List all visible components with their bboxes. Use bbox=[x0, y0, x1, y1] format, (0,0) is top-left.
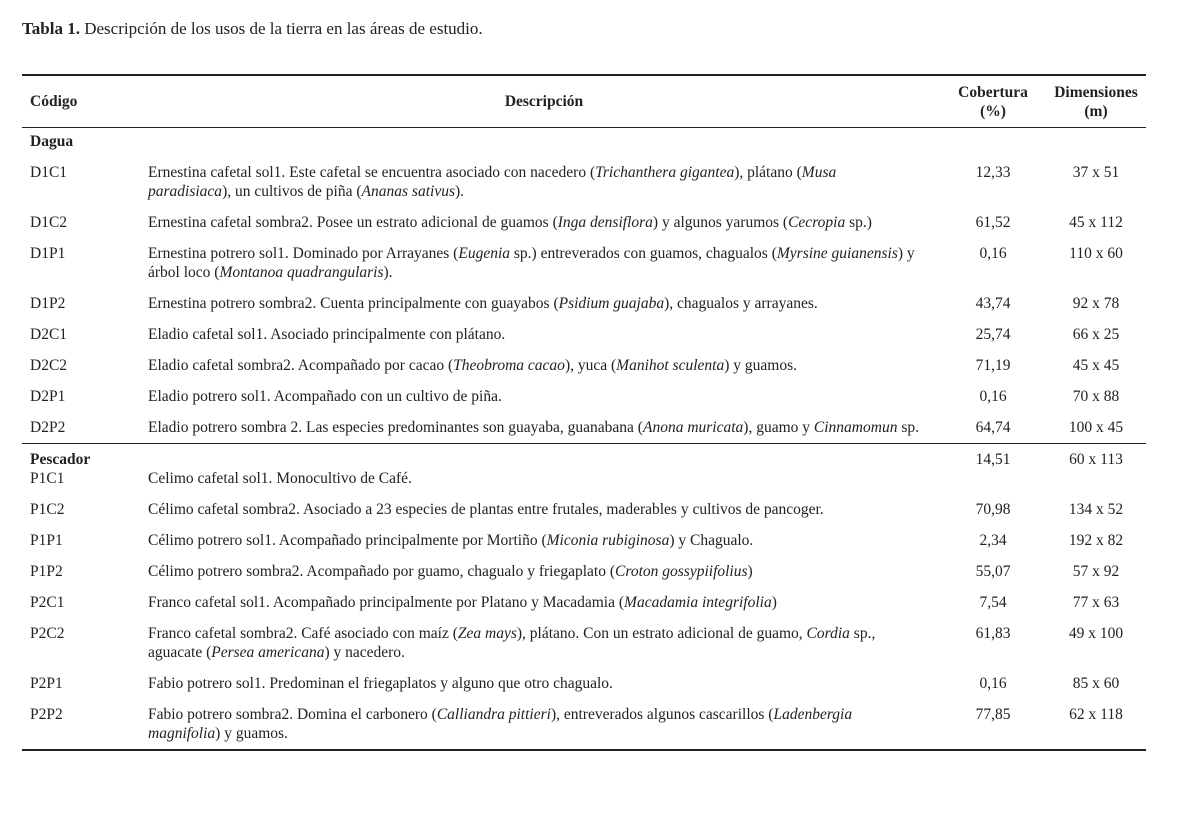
description-text: ) y árbol loco ( bbox=[148, 245, 915, 281]
description-text: Ernestina potrero sol1. Dominado por Arrayanes ( bbox=[148, 245, 459, 262]
code-text: P1C1 bbox=[30, 470, 65, 487]
cell-description bbox=[148, 494, 940, 525]
species-name: Manihot sculenta bbox=[616, 357, 725, 374]
cell-dimensions: 110 x 60 bbox=[1069, 245, 1123, 262]
cell-description bbox=[148, 381, 940, 412]
table-row bbox=[22, 412, 1146, 444]
cell-coverage: 25,74 bbox=[975, 326, 1011, 343]
table-row bbox=[22, 699, 1146, 750]
description-text: ), entreverados algunos cascarillos ( bbox=[550, 706, 774, 723]
code-text: P2C1 bbox=[30, 594, 65, 611]
description-text: Franco cafetal sol1. Acompañado principalmente por Platano y Macadamia ( bbox=[148, 594, 625, 611]
cell-dimensions: 134 x 52 bbox=[1068, 501, 1124, 518]
table-row bbox=[22, 525, 1146, 556]
cell-dimensions: 92 x 78 bbox=[1072, 295, 1120, 312]
cell-coverage: 55,07 bbox=[975, 563, 1011, 580]
header-dimensions-line2: (m) bbox=[1084, 102, 1108, 120]
species-name: Inga densiflora bbox=[557, 214, 653, 231]
cell-description bbox=[148, 350, 940, 381]
cell-dimensions: 60 x 113 bbox=[1046, 444, 1146, 495]
table-row bbox=[22, 157, 1146, 207]
header-dimensions bbox=[1046, 75, 1146, 128]
species-name: Persea americana bbox=[211, 644, 325, 661]
description-text: Ernestina potrero sombra2. Cuenta principalmente con guayabos ( bbox=[148, 295, 559, 312]
cell-coverage: 0,16 bbox=[979, 388, 1007, 405]
species-name: Eugenia bbox=[458, 245, 511, 262]
caption-text: Descripción de los usos de la tierra en las áreas de estudio. bbox=[79, 19, 483, 38]
description-text: ), un cultivos de piña ( bbox=[222, 183, 362, 200]
header-dimensions-line1: Dimensiones bbox=[1054, 83, 1138, 101]
description-text: Célimo cafetal sombra2. Asociado a 23 especies de plantas entre frutales, maderables y cultivos de pancoger. bbox=[148, 501, 824, 518]
cell-description bbox=[148, 668, 940, 699]
cell-code bbox=[22, 319, 148, 350]
table-row bbox=[22, 381, 1146, 412]
cell-coverage: 0,16 bbox=[979, 245, 1007, 262]
cell-description bbox=[148, 587, 940, 618]
description-text: Celimo cafetal sol1. Monocultivo de Café. bbox=[148, 470, 412, 487]
description-text: ) y algunos yarumos ( bbox=[652, 214, 789, 231]
cell-code bbox=[22, 494, 148, 525]
cell-code bbox=[22, 350, 148, 381]
cell-code bbox=[22, 525, 148, 556]
description-text: ), yuca ( bbox=[564, 357, 617, 374]
cell-code bbox=[22, 618, 148, 668]
cell-coverage: 0,16 bbox=[979, 675, 1007, 692]
description-text: Eladio potrero sombra 2. Las especies predominantes son guayaba, guanabana ( bbox=[148, 419, 643, 436]
code-text: D2P2 bbox=[30, 419, 66, 436]
code-text: D2C1 bbox=[30, 326, 68, 343]
species-name: Cordia bbox=[806, 625, 850, 642]
group-row bbox=[22, 128, 1146, 158]
header-row bbox=[22, 75, 1146, 128]
cell-code bbox=[22, 699, 148, 750]
cell-code bbox=[22, 288, 148, 319]
species-name: Ananas sativus bbox=[361, 183, 455, 200]
cell-dimensions: 45 x 45 bbox=[1072, 357, 1120, 374]
species-name: Anona muricata bbox=[642, 419, 744, 436]
cell-code bbox=[22, 207, 148, 238]
cell-description bbox=[148, 618, 940, 668]
code-text: P2C2 bbox=[30, 625, 65, 642]
code-text: D1C2 bbox=[30, 214, 68, 231]
cell-dimensions: 66 x 25 bbox=[1072, 326, 1120, 343]
description-text: ), chagualos y arrayanes. bbox=[664, 295, 818, 312]
description-text: Eladio potrero sol1. Acompañado con un cultivo de piña. bbox=[148, 388, 502, 405]
code-text: P1P2 bbox=[30, 563, 63, 580]
header-description: Descripción bbox=[148, 75, 940, 128]
description-text: ). bbox=[454, 183, 465, 200]
table-row bbox=[22, 444, 1146, 495]
cell-code bbox=[22, 412, 148, 444]
cell-code bbox=[22, 587, 148, 618]
code-text: D2C2 bbox=[30, 357, 68, 374]
cell-code bbox=[22, 381, 148, 412]
description-text: Fabio potrero sombra2. Domina el carbonero ( bbox=[148, 706, 437, 723]
cell-code bbox=[22, 444, 148, 495]
cell-coverage: 64,74 bbox=[975, 419, 1011, 436]
table-row bbox=[22, 618, 1146, 668]
land-use-table bbox=[22, 74, 1146, 751]
table-row bbox=[22, 556, 1146, 587]
cell-coverage: 61,83 bbox=[975, 625, 1011, 642]
species-name: Psidium guajaba bbox=[558, 295, 665, 312]
group-name: Pescador bbox=[30, 451, 91, 468]
species-name: Trichanthera gigantea bbox=[595, 164, 735, 181]
cell-coverage: 70,98 bbox=[975, 501, 1011, 518]
species-name: Ladenbergia magnifolia bbox=[148, 706, 853, 742]
description-text: ), plátano. Con un estrato adicional de guamo, bbox=[516, 625, 807, 642]
cell-coverage: 43,74 bbox=[975, 295, 1011, 312]
cell-dimensions: 49 x 100 bbox=[1068, 625, 1124, 642]
cell-code bbox=[22, 157, 148, 207]
cell-description bbox=[148, 288, 940, 319]
cell-dimensions: 57 x 92 bbox=[1072, 563, 1120, 580]
header-coverage bbox=[940, 75, 1046, 128]
table-row bbox=[22, 238, 1146, 288]
cell-code bbox=[22, 238, 148, 288]
species-name: Musa paradisiaca bbox=[148, 164, 837, 200]
description-text: ) y guamos. bbox=[724, 357, 797, 374]
cell-description bbox=[148, 319, 940, 350]
cell-coverage: 14,51 bbox=[940, 444, 1046, 495]
description-text: sp. bbox=[897, 419, 919, 436]
description-text: Ernestina cafetal sol1. Este cafetal se encuentra asociado con nacedero ( bbox=[148, 164, 596, 181]
cell-dimensions: 37 x 51 bbox=[1072, 164, 1120, 181]
header-coverage-line1: Cobertura bbox=[958, 83, 1028, 101]
description-text: ) y Chagualo. bbox=[669, 532, 754, 549]
cell-description bbox=[148, 412, 940, 444]
header-coverage-line2: (%) bbox=[980, 102, 1006, 120]
cell-coverage: 77,85 bbox=[940, 699, 1046, 750]
cell-dimensions: 62 x 118 bbox=[1046, 699, 1146, 750]
code-text: D2P1 bbox=[30, 388, 66, 405]
cell-coverage: 71,19 bbox=[975, 357, 1011, 374]
description-text: ) y guamos. bbox=[215, 725, 288, 742]
cell-code bbox=[22, 668, 148, 699]
cell-description bbox=[148, 525, 940, 556]
species-name: Cinnamomun bbox=[813, 419, 898, 436]
description-text: ), plátano ( bbox=[734, 164, 802, 181]
cell-coverage: 7,54 bbox=[979, 594, 1007, 611]
table-row bbox=[22, 319, 1146, 350]
species-name: Miconia rubiginosa bbox=[546, 532, 670, 549]
code-text: D1C1 bbox=[30, 164, 68, 181]
table-row bbox=[22, 350, 1146, 381]
cell-dimensions: 70 x 88 bbox=[1072, 388, 1120, 405]
cell-code bbox=[22, 556, 148, 587]
cell-description bbox=[148, 556, 940, 587]
cell-coverage: 61,52 bbox=[975, 214, 1011, 231]
code-text: P2P1 bbox=[30, 675, 63, 692]
table-row bbox=[22, 587, 1146, 618]
table-body bbox=[22, 128, 1146, 751]
cell-dimensions: 85 x 60 bbox=[1072, 675, 1120, 692]
header-code: Código bbox=[22, 75, 148, 128]
species-name: Macadamia integrifolia bbox=[624, 594, 772, 611]
description-text: Eladio cafetal sombra2. Acompañado por cacao ( bbox=[148, 357, 454, 374]
species-name: Croton gossypiifolius bbox=[615, 563, 748, 580]
cell-dimensions: 100 x 45 bbox=[1068, 419, 1124, 436]
code-text: P1P1 bbox=[30, 532, 63, 549]
description-text: ) bbox=[747, 563, 753, 580]
cell-dimensions: 77 x 63 bbox=[1072, 594, 1120, 611]
description-text: Franco cafetal sombra2. Café asociado con maíz ( bbox=[148, 625, 458, 642]
description-text: ) bbox=[771, 594, 777, 611]
cell-description bbox=[148, 157, 940, 207]
cell-description bbox=[148, 699, 940, 750]
cell-coverage: 12,33 bbox=[975, 164, 1011, 181]
code-text: D1P1 bbox=[30, 245, 66, 262]
table-row bbox=[22, 288, 1146, 319]
table-row bbox=[22, 494, 1146, 525]
code-text: P2P2 bbox=[30, 706, 63, 723]
cell-description bbox=[148, 444, 940, 495]
code-text: P1C2 bbox=[30, 501, 65, 518]
description-text: Célimo potrero sol1. Acompañado principalmente por Mortiño ( bbox=[148, 532, 547, 549]
description-text: ), guamo y bbox=[743, 419, 814, 436]
table-caption bbox=[22, 19, 483, 39]
cell-dimensions: 45 x 112 bbox=[1069, 214, 1123, 231]
species-name: Zea mays bbox=[457, 625, 517, 642]
cell-dimensions: 192 x 82 bbox=[1068, 532, 1124, 549]
species-name: Montanoa quadrangularis bbox=[219, 264, 384, 281]
table-row bbox=[22, 668, 1146, 699]
description-text: sp., aguacate ( bbox=[148, 625, 876, 661]
description-text: sp.) entreverados con guamos, chagualos ( bbox=[510, 245, 777, 262]
caption-label: Tabla 1. bbox=[22, 19, 80, 38]
description-text: Fabio potrero sol1. Predominan el friegaplatos y alguno que otro chagualo. bbox=[148, 675, 613, 692]
species-name: Theobroma cacao bbox=[453, 357, 565, 374]
description-text: ) y nacedero. bbox=[324, 644, 405, 661]
table-row bbox=[22, 207, 1146, 238]
cell-coverage: 2,34 bbox=[979, 532, 1007, 549]
description-text: Célimo potrero sombra2. Acompañado por guamo, chagualo y friegaplato ( bbox=[148, 563, 616, 580]
description-text: ). bbox=[383, 264, 393, 281]
group-name: Dagua bbox=[30, 133, 74, 150]
cell-description bbox=[148, 207, 940, 238]
species-name: Cecropia bbox=[788, 214, 846, 231]
description-text: sp.) bbox=[845, 214, 872, 231]
description-text: Eladio cafetal sol1. Asociado principalmente con plátano. bbox=[148, 326, 506, 343]
species-name: Calliandra pittieri bbox=[436, 706, 551, 723]
species-name: Myrsine guianensis bbox=[776, 245, 898, 262]
cell-description bbox=[148, 238, 940, 288]
description-text: Ernestina cafetal sombra2. Posee un estrato adicional de guamos ( bbox=[148, 214, 558, 231]
code-text: D1P2 bbox=[30, 295, 66, 312]
